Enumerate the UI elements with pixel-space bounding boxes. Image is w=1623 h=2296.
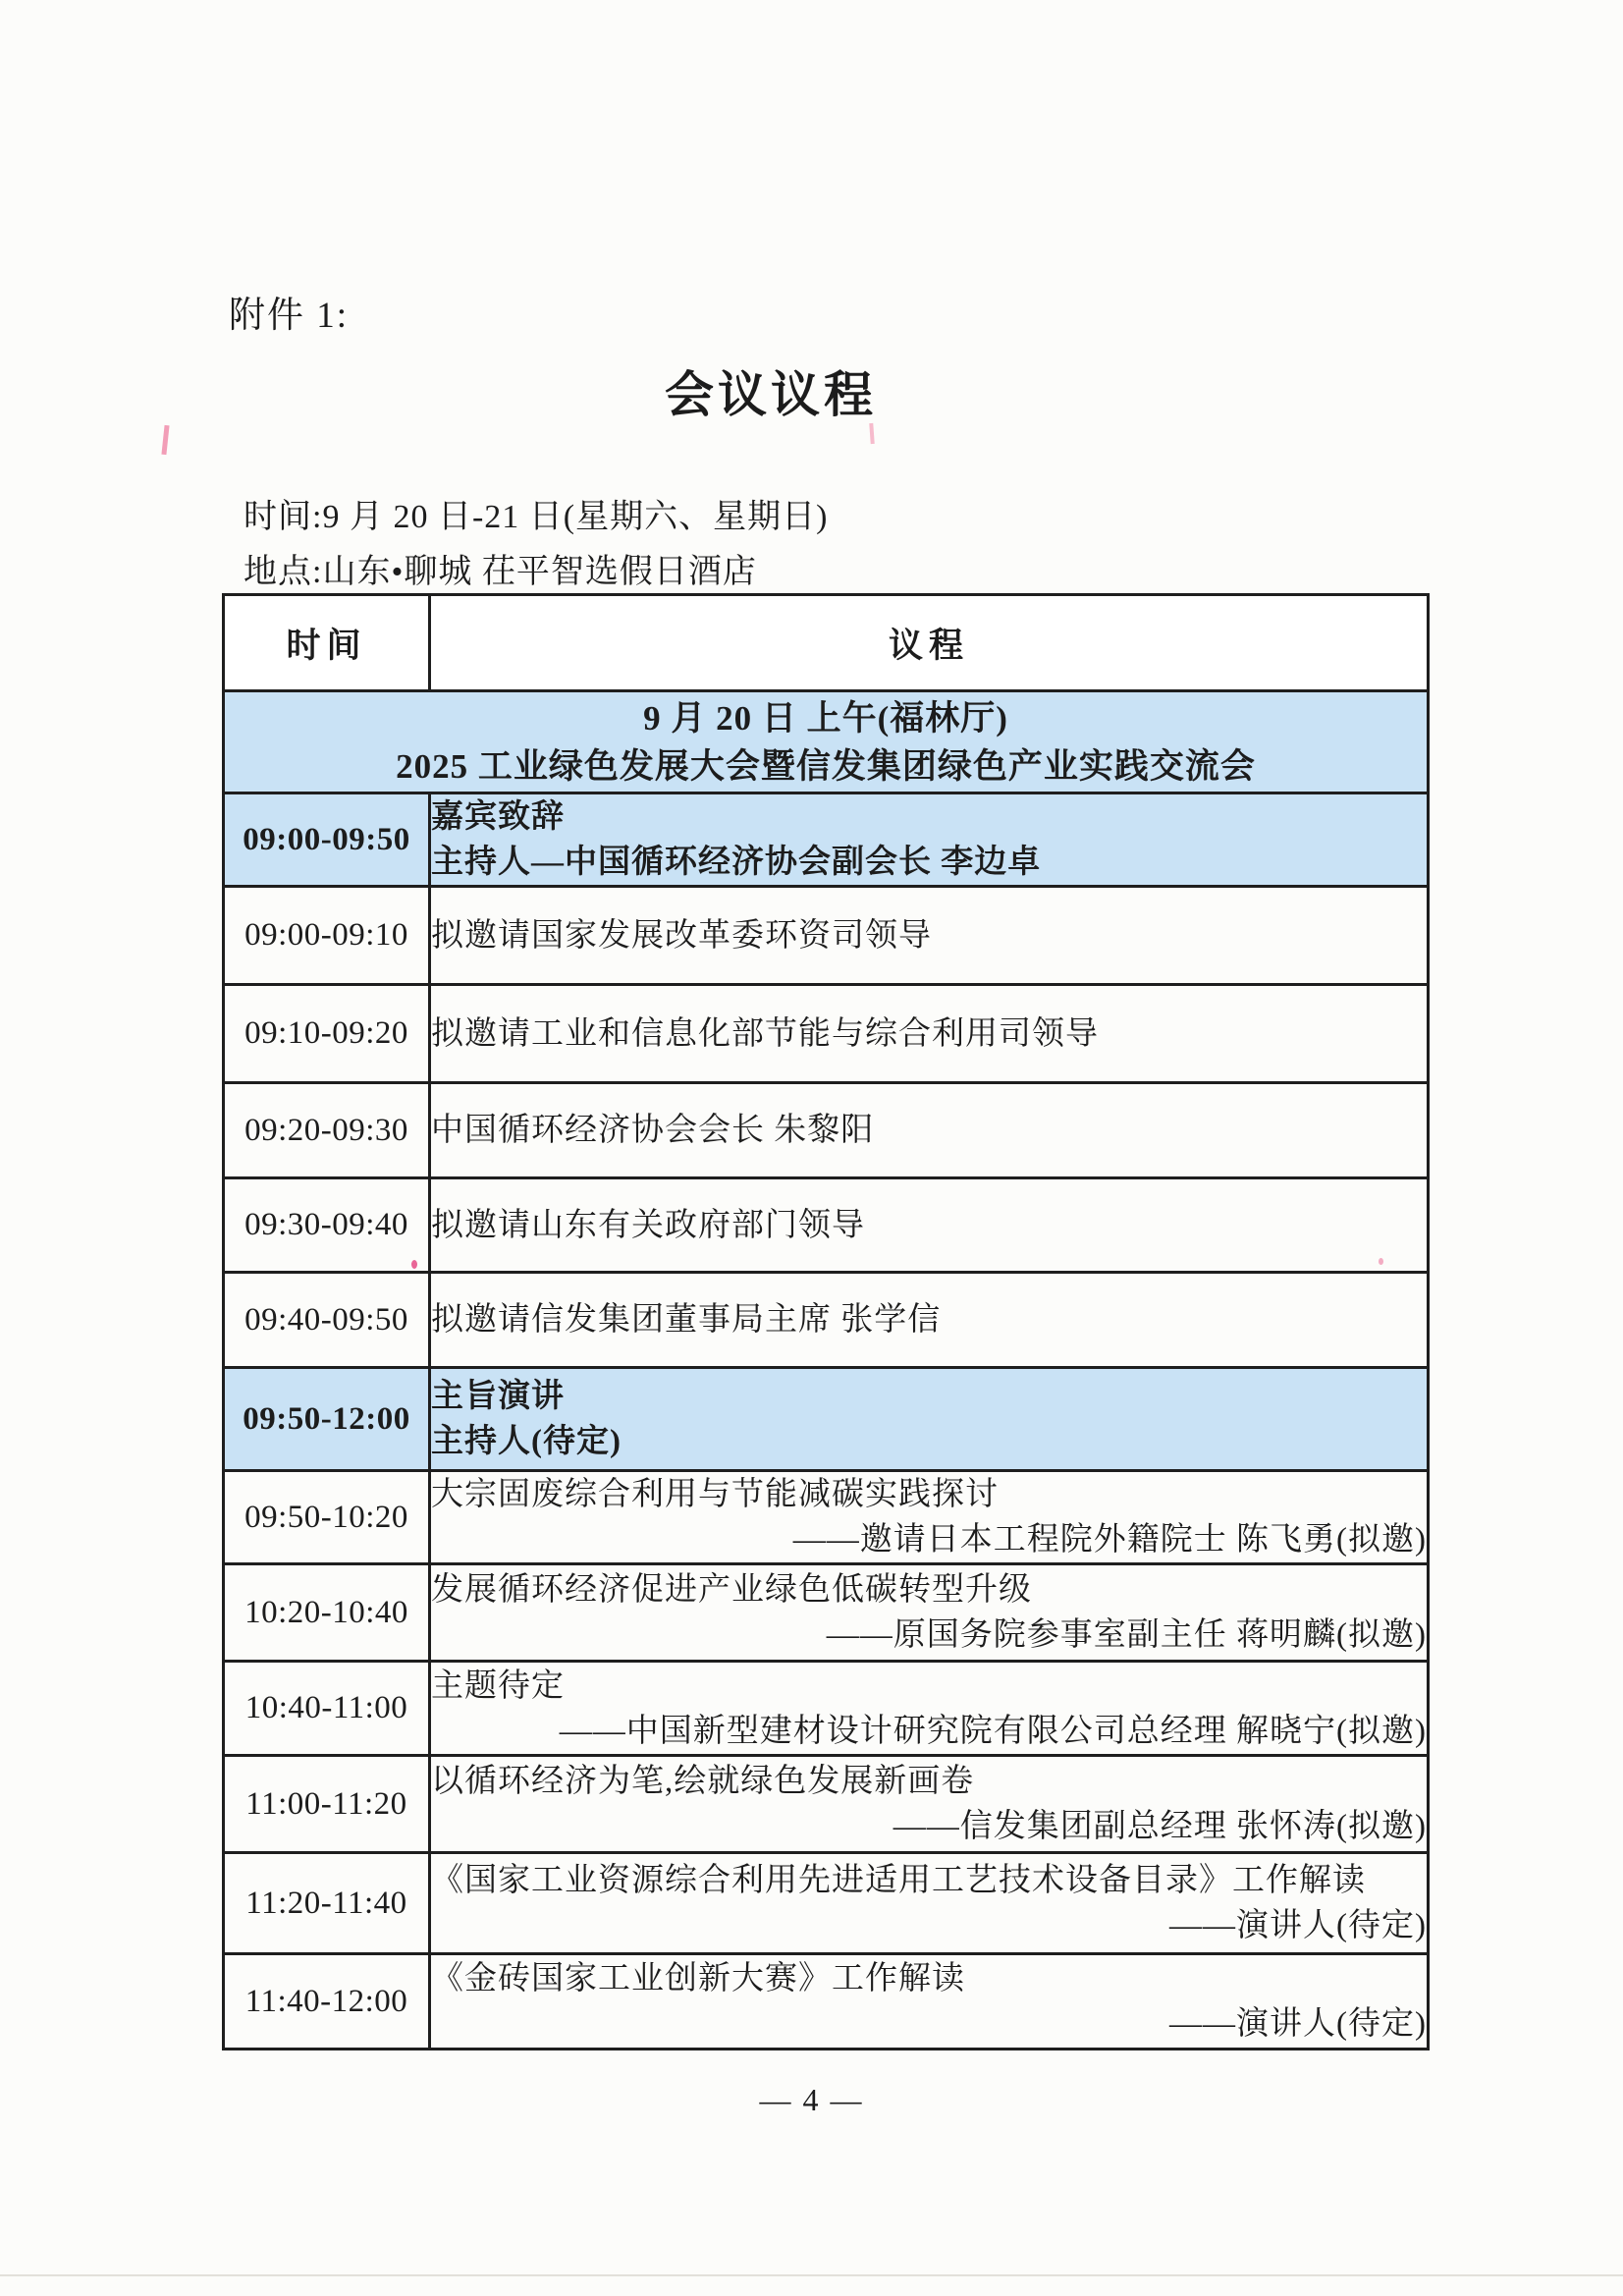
- table-row: [224, 1178, 1429, 1273]
- agenda-cell: [430, 1471, 1429, 1564]
- agenda-line: ——演讲人(待定): [1169, 1908, 1427, 1943]
- agenda-cell: [430, 1954, 1429, 2050]
- agenda-cell: [430, 887, 1429, 985]
- agenda-line: 《金砖国家工业创新大赛》工作解读: [431, 1961, 965, 1996]
- time-cell: 09:20-09:30: [224, 1083, 430, 1178]
- agenda-line: ——邀请日本工程院外籍院士 陈飞勇(拟邀): [792, 1522, 1427, 1558]
- agenda-line: 《国家工业资源综合利用先进适用工艺技术设备目录》工作解读: [431, 1863, 1366, 1898]
- time-cell: 09:00-09:50: [224, 793, 430, 887]
- time-cell: 09:40-09:50: [224, 1273, 430, 1368]
- agenda-line: 主持人(待定): [431, 1424, 622, 1459]
- table-row: [224, 1083, 1429, 1178]
- table-row: [224, 691, 1429, 793]
- table-row: [224, 887, 1429, 985]
- agenda-table-body: [224, 691, 1429, 2050]
- meeting-location-line: 地点:山东•聊城 茌平智选假日酒店: [243, 554, 757, 590]
- time-cell: 11:40-12:00: [224, 1954, 430, 2050]
- table-row: [224, 985, 1429, 1083]
- agenda-cell: [430, 1368, 1429, 1471]
- agenda-line: 拟邀请信发集团董事局主席 张学信: [431, 1302, 942, 1338]
- agenda-table: [222, 593, 1430, 2050]
- time-cell: 09:50-10:20: [224, 1471, 430, 1564]
- table-row: [224, 1662, 1429, 1756]
- agenda-cell: [430, 793, 1429, 887]
- session-banner-line: 2025 工业绿色发展大会暨信发集团绿色产业实践交流会: [396, 746, 1256, 786]
- page-number: — 4 —: [759, 2082, 864, 2117]
- page-title: 会议议程: [665, 367, 877, 422]
- table-row: [224, 1756, 1429, 1853]
- time-cell: 10:20-10:40: [224, 1564, 430, 1662]
- column-header-agenda: 议程: [430, 595, 1429, 691]
- agenda-line: 拟邀请工业和信息化部节能与综合利用司领导: [431, 1015, 1099, 1052]
- session-banner-line: 9 月 20 日 上午(福林厅): [643, 698, 1008, 738]
- time-cell: 11:20-11:40: [224, 1853, 430, 1954]
- time-cell: 09:00-09:10: [224, 887, 430, 985]
- agenda-line: 以循环经济为笔,绘就绿色发展新画卷: [431, 1764, 975, 1799]
- agenda-line: 主持人—中国循环经济协会副会长 李边卓: [431, 845, 1042, 880]
- time-cell: 10:40-11:00: [224, 1662, 430, 1756]
- pink-scan-mark: [161, 425, 169, 455]
- session-banner-cell: [224, 691, 1429, 793]
- meeting-time-line: 时间:9 月 20 日-21 日(星期六、星期日): [243, 499, 829, 535]
- time-cell: 09:10-09:20: [224, 985, 430, 1083]
- agenda-line: ——原国务院参事室副主任 蒋明麟(拟邀): [826, 1617, 1427, 1653]
- time-cell: 09:50-12:00: [224, 1368, 430, 1471]
- agenda-cell: [430, 1273, 1429, 1368]
- table-row: [224, 1954, 1429, 2050]
- agenda-cell: [430, 1178, 1429, 1273]
- agenda-line: ——信发集团副总经理 张怀涛(拟邀): [893, 1809, 1427, 1844]
- agenda-cell: [430, 1083, 1429, 1178]
- agenda-line: 大宗固废综合利用与节能减碳实践探讨: [431, 1477, 999, 1512]
- agenda-line: ——中国新型建材设计研究院有限公司总经理 解晓宁(拟邀): [559, 1713, 1427, 1749]
- table-row: [224, 1564, 1429, 1662]
- table-row: [224, 1368, 1429, 1471]
- agenda-line: 拟邀请国家发展改革委环资司领导: [431, 917, 932, 954]
- agenda-line: 主旨演讲: [431, 1379, 565, 1414]
- agenda-line: 拟邀请山东有关政府部门领导: [431, 1207, 865, 1243]
- table-row: [224, 1273, 1429, 1368]
- agenda-line: 嘉宾致辞: [431, 799, 565, 835]
- agenda-line: 主题待定: [431, 1667, 565, 1704]
- agenda-line: ——演讲人(待定): [1169, 2006, 1427, 2042]
- agenda-cell: [430, 1756, 1429, 1853]
- agenda-line: 发展循环经济促进产业绿色低碳转型升级: [431, 1572, 1032, 1608]
- table-header-row: [224, 595, 1429, 691]
- table-row: [224, 1853, 1429, 1954]
- column-header-time: 时间: [224, 595, 430, 691]
- pink-scan-mark: [869, 423, 874, 444]
- attachment-label: 附件 1:: [229, 296, 350, 336]
- agenda-cell: [430, 1853, 1429, 1954]
- agenda-cell: [430, 1662, 1429, 1756]
- time-cell: 09:30-09:40: [224, 1178, 430, 1273]
- scan-edge-line: [0, 2274, 1623, 2276]
- table-row: [224, 793, 1429, 887]
- table-row: [224, 1471, 1429, 1564]
- time-cell: 11:00-11:20: [224, 1756, 430, 1853]
- agenda-cell: [430, 1564, 1429, 1662]
- agenda-line: 中国循环经济协会会长 朱黎阳: [431, 1113, 875, 1148]
- agenda-cell: [430, 985, 1429, 1083]
